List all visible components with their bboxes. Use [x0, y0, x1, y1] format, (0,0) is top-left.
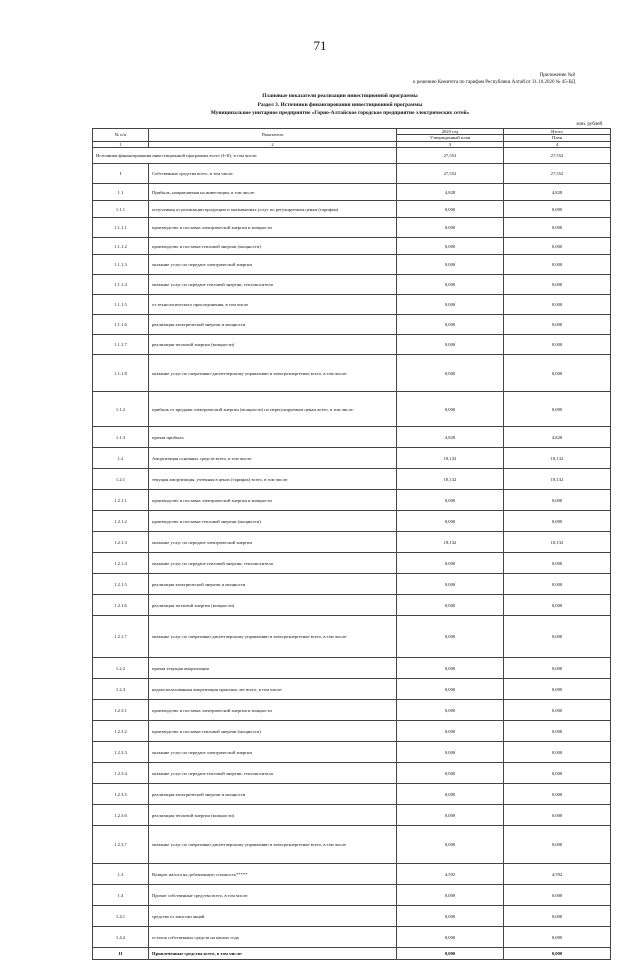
- header-index-2: 2: [149, 141, 397, 147]
- row-total-plan: 0,000: [504, 553, 611, 574]
- row-approved-plan: 0,000: [397, 511, 504, 532]
- header-index-4: 4: [504, 141, 611, 147]
- table-row: [93, 275, 611, 295]
- row-approved-plan: 0,000: [397, 295, 504, 315]
- header-index-1: 1: [93, 141, 149, 147]
- header-approved: Утвержденный план: [397, 135, 504, 141]
- row-indicator: оказание услуг по передаче электрической энергии: [149, 255, 397, 275]
- row-number: 1.2.1.3: [93, 532, 149, 553]
- row-number: 1.2.3.3: [93, 742, 149, 763]
- header-index-3: 3: [397, 141, 504, 147]
- table-row: [93, 184, 611, 201]
- row-total-plan: 0,000: [504, 616, 611, 658]
- row-number: 1.1.2: [93, 392, 149, 427]
- row-total-plan: 0,000: [504, 948, 611, 960]
- title-line-1: Плановые показатели реализации инвестиционной программы: [262, 93, 418, 99]
- row-indicator: оказание услуг по передаче тепловой энергии, теплоносителя: [149, 275, 397, 295]
- row-total-plan: 0,000: [504, 679, 611, 700]
- row-number: 1.2.3: [93, 679, 149, 700]
- row-indicator: текущая амортизация, учтенная в ценах (тарифах) всего, в том числе:: [149, 469, 397, 490]
- row-number: 1.2.1.1: [93, 490, 149, 511]
- row-total-plan: 0,000: [504, 218, 611, 238]
- row-indicator: полученная от реализации продукции и оказываемых услуг по регулируемым ценам (тарифам): [149, 201, 397, 218]
- row-total-plan: 0,000: [504, 238, 611, 255]
- row-approved-plan: 4,828: [397, 184, 504, 201]
- row-number: 1.1.1.4: [93, 275, 149, 295]
- table-row: [93, 164, 611, 184]
- table-row: [93, 238, 611, 255]
- table-row: [93, 679, 611, 700]
- row-total-plan: 0,000: [504, 335, 611, 355]
- row-approved-plan: 0,000: [397, 616, 504, 658]
- row-number: 1.2.3.1: [93, 700, 149, 721]
- row-indicator: реализация тепловой энергии (мощности): [149, 595, 397, 616]
- header-num: № п/п: [93, 129, 149, 142]
- row-number: 1.2.1.6: [93, 595, 149, 616]
- row-indicator: Прибыль, направляемая на инвестиции, в том числе:: [149, 184, 397, 201]
- row-approved-plan: 18,132: [397, 532, 504, 553]
- row-number: 1.4.2: [93, 927, 149, 948]
- row-approved-plan: 0,000: [397, 595, 504, 616]
- row-approved-plan: 0,000: [397, 763, 504, 784]
- row-total-plan: 0,000: [504, 255, 611, 275]
- row-indicator: оказание услуг по оперативно-диспетчерскому управлению в электроэнергетике всего, в том числе:: [149, 616, 397, 658]
- table-row: [93, 595, 611, 616]
- row-number: I: [93, 164, 149, 184]
- row-number: 1.1.1.3: [93, 255, 149, 275]
- financing-table-body: [93, 129, 611, 960]
- row-indicator: реализация электрической энергии и мощности: [149, 574, 397, 595]
- table-row: [93, 295, 611, 315]
- row-number: 1.1.1.1: [93, 218, 149, 238]
- row-number: 1.2.2: [93, 658, 149, 679]
- row-approved-plan: 0,000: [397, 948, 504, 960]
- table-row: [93, 826, 611, 864]
- row-approved-plan: 4,592: [397, 864, 504, 885]
- row-number: 1.2.1: [93, 469, 149, 490]
- appendix-line-1: Приложение №8: [539, 73, 575, 78]
- row-total-plan: 0,000: [504, 658, 611, 679]
- row-indicator: прочая текущая амортизация: [149, 658, 397, 679]
- row-approved-plan: 0,000: [397, 315, 504, 335]
- row-total-plan: 0,000: [504, 763, 611, 784]
- row-number: 1.4: [93, 885, 149, 906]
- unit-label: млн. рублей: [576, 122, 602, 127]
- row-indicator: реализация тепловой энергии (мощности): [149, 805, 397, 826]
- row-indicator: Привлеченные средства всего, в том числе:: [149, 948, 397, 960]
- table-row: [93, 335, 611, 355]
- table-row: [93, 700, 611, 721]
- row-approved-plan: 0,000: [397, 742, 504, 763]
- row-number: 1.2.1.2: [93, 511, 149, 532]
- row-total-plan: 0,000: [504, 392, 611, 427]
- row-number: 1.1.1: [93, 201, 149, 218]
- table-row: [93, 763, 611, 784]
- row-number: 1.1.1.2: [93, 238, 149, 255]
- table-row: [93, 218, 611, 238]
- header-year: 2020 год: [397, 129, 504, 135]
- row-indicator: средства от эмиссии акций: [149, 906, 397, 927]
- row-number: 1.2.3.2: [93, 721, 149, 742]
- row-approved-plan: 0,000: [397, 826, 504, 864]
- table-row: [93, 574, 611, 595]
- table-row: [93, 927, 611, 948]
- table-row: [93, 784, 611, 805]
- row-number: 1.1.1.7: [93, 335, 149, 355]
- table-row: [93, 948, 611, 960]
- row-indicator: недоиспользованная амортизация прошлых лет всего, в том числе:: [149, 679, 397, 700]
- row-number: 1.2.3.6: [93, 805, 149, 826]
- row-approved-plan: 0,000: [397, 885, 504, 906]
- row-indicator: реализация электрической энергии и мощности: [149, 784, 397, 805]
- header-plan: План: [504, 135, 611, 141]
- table-row: [93, 864, 611, 885]
- table-row: [93, 469, 611, 490]
- row-indicator: Возврат налога на добавленную стоимость*****: [149, 864, 397, 885]
- row-number: 1.2.3.4: [93, 763, 149, 784]
- row-approved-plan: 0,000: [397, 201, 504, 218]
- table-row: [93, 553, 611, 574]
- row-number: 1.1.1.6: [93, 315, 149, 335]
- table-row: [93, 427, 611, 448]
- table-row: [93, 392, 611, 427]
- row-indicator: оказание услуг по передаче тепловой энергии, теплоносителя: [149, 553, 397, 574]
- table-row: [93, 532, 611, 553]
- row-total-plan: 0,000: [504, 885, 611, 906]
- row-approved-plan: 0,000: [397, 238, 504, 255]
- row-indicator: производство и поставка тепловой энергии (мощности): [149, 721, 397, 742]
- row-total-plan: 4,828: [504, 184, 611, 201]
- row-number: II: [93, 948, 149, 960]
- table-row: [93, 201, 611, 218]
- row-number: 1.4.1: [93, 906, 149, 927]
- row-approved-plan: 27,552: [397, 148, 504, 164]
- row-number: 1.2.1.4: [93, 553, 149, 574]
- row-approved-plan: 18,132: [397, 469, 504, 490]
- row-total-plan: 0,000: [504, 826, 611, 864]
- row-approved-plan: 0,000: [397, 275, 504, 295]
- row-total-plan: 0,000: [504, 700, 611, 721]
- row-approved-plan: 0,000: [397, 255, 504, 275]
- row-approved-plan: 27,552: [397, 164, 504, 184]
- row-indicator: от технологического присоединения, в том числе: [149, 295, 397, 315]
- row-total-plan: 0,000: [504, 742, 611, 763]
- row-indicator: производство и поставка тепловой энергии (мощности): [149, 511, 397, 532]
- row-total-plan: 0,000: [504, 295, 611, 315]
- row-total-plan: 0,000: [504, 784, 611, 805]
- row-indicator: оказание услуг по передаче электрической энергии: [149, 532, 397, 553]
- row-approved-plan: 0,000: [397, 700, 504, 721]
- row-indicator: производство и поставка тепловой энергии (мощности): [149, 238, 397, 255]
- row-number: 1.2: [93, 448, 149, 469]
- row-indicator: оказание услуг по оперативно-диспетчерскому управлению в электроэнергетике всего, в том числе:: [149, 355, 397, 392]
- row-indicator: Собственные средства всего, в том числе:: [149, 164, 397, 184]
- row-total-plan: 0,000: [504, 574, 611, 595]
- row-number: 1.2.3.7: [93, 826, 149, 864]
- row-number: 1.2.3.5: [93, 784, 149, 805]
- table-row: [93, 805, 611, 826]
- table-row: [93, 315, 611, 335]
- table-row: [93, 742, 611, 763]
- row-indicator: оказание услуг по оперативно-диспетчерскому управлению в электроэнергетике всего, в том числе: [149, 826, 397, 864]
- row-total-plan: 4,828: [504, 427, 611, 448]
- row-approved-plan: 0,000: [397, 553, 504, 574]
- row-number: 1.1.1.8: [93, 355, 149, 392]
- table-row: [93, 906, 611, 927]
- row-indicator: оказание услуг по передаче электрической энергии: [149, 742, 397, 763]
- row-indicator: остаток собственных средств на начало года: [149, 927, 397, 948]
- table-row: [93, 255, 611, 275]
- row-approved-plan: 0,000: [397, 658, 504, 679]
- row-total-plan: 0,000: [504, 275, 611, 295]
- row-total-plan: 0,000: [504, 511, 611, 532]
- table-row: [93, 355, 611, 392]
- row-total-plan: 18,132: [504, 448, 611, 469]
- table-row: [93, 721, 611, 742]
- row-indicator: прочая прибыль: [149, 427, 397, 448]
- row-approved-plan: 4,828: [397, 427, 504, 448]
- row-number: 1.3: [93, 864, 149, 885]
- row-indicator: реализация электрической энергии и мощности: [149, 315, 397, 335]
- row-total-plan: 4,592: [504, 864, 611, 885]
- row-total-plan: 27,552: [504, 148, 611, 164]
- row-approved-plan: 0,000: [397, 784, 504, 805]
- row-indicator: производство и поставка электрической энергии и мощности: [149, 218, 397, 238]
- table-row: [93, 448, 611, 469]
- row-total-plan: 0,000: [504, 595, 611, 616]
- row-approved-plan: 0,000: [397, 679, 504, 700]
- appendix-line-2: к решению Комитета по тарифам Республики Алтай от 31.10.2020 № 45-ВД: [413, 80, 575, 85]
- row-total-plan: 0,000: [504, 201, 611, 218]
- row-approved-plan: 0,000: [397, 805, 504, 826]
- page-number: 71: [313, 38, 327, 53]
- row-indicator: Прочие собственные средства всего, в том числе:: [149, 885, 397, 906]
- financing-table: [92, 128, 611, 960]
- row-total-plan: 0,000: [504, 721, 611, 742]
- row-approved-plan: 0,000: [397, 927, 504, 948]
- row-approved-plan: 0,000: [397, 906, 504, 927]
- appendix-note: [330, 72, 575, 86]
- header-total: Итого: [504, 129, 611, 135]
- table-row: [93, 490, 611, 511]
- row-approved-plan: 0,000: [397, 355, 504, 392]
- row-indicator: оказание услуг по передаче тепловой энергии, теплоносителя: [149, 763, 397, 784]
- row-total-plan: 18,132: [504, 469, 611, 490]
- row-indicator: прибыль от продажи электрической энергии (мощности) по нерегулируемым ценам всего, в том числе:: [149, 392, 397, 427]
- row-approved-plan: 0,000: [397, 574, 504, 595]
- row-indicator: Источники финансирования инвестиционной программы всего (I+II), в том числе:: [93, 148, 397, 164]
- title-line-3: Муниципальное унитарное предприятие «Горно-Алтайское городское предприятие электрических сетей»: [210, 110, 470, 117]
- table-row: [93, 616, 611, 658]
- row-number: 1.1: [93, 184, 149, 201]
- row-total-plan: 27,552: [504, 164, 611, 184]
- row-total-plan: 0,000: [504, 927, 611, 948]
- row-total-plan: 0,000: [504, 906, 611, 927]
- row-number: 1.2.1.5: [93, 574, 149, 595]
- row-number: 1.1.3: [93, 427, 149, 448]
- table-row: [93, 885, 611, 906]
- table-row: [93, 148, 611, 164]
- row-approved-plan: 0,000: [397, 490, 504, 511]
- row-approved-plan: 0,000: [397, 335, 504, 355]
- document-titles: [90, 92, 590, 118]
- row-total-plan: 0,000: [504, 805, 611, 826]
- row-approved-plan: 0,000: [397, 392, 504, 427]
- row-total-plan: 0,000: [504, 490, 611, 511]
- row-number: 1.2.1.7: [93, 616, 149, 658]
- row-indicator: реализация тепловой энергии (мощности): [149, 335, 397, 355]
- table-row: [93, 511, 611, 532]
- row-number: 1.1.1.5: [93, 295, 149, 315]
- table-row: [93, 658, 611, 679]
- row-approved-plan: 0,000: [397, 721, 504, 742]
- row-indicator: Амортизация основных средств всего, в том числе:: [149, 448, 397, 469]
- row-total-plan: 18,132: [504, 532, 611, 553]
- row-indicator: производство и поставка электрической энергии и мощности: [149, 490, 397, 511]
- title-line-2: Раздел 3. Источники финансирования инвестиционной программы: [257, 101, 423, 108]
- row-approved-plan: 0,000: [397, 218, 504, 238]
- row-total-plan: 0,000: [504, 315, 611, 335]
- row-approved-plan: 18,132: [397, 448, 504, 469]
- row-indicator: производство и поставка электрической энергии и мощности: [149, 700, 397, 721]
- row-total-plan: 0,000: [504, 355, 611, 392]
- header-name: Показатель: [149, 129, 397, 142]
